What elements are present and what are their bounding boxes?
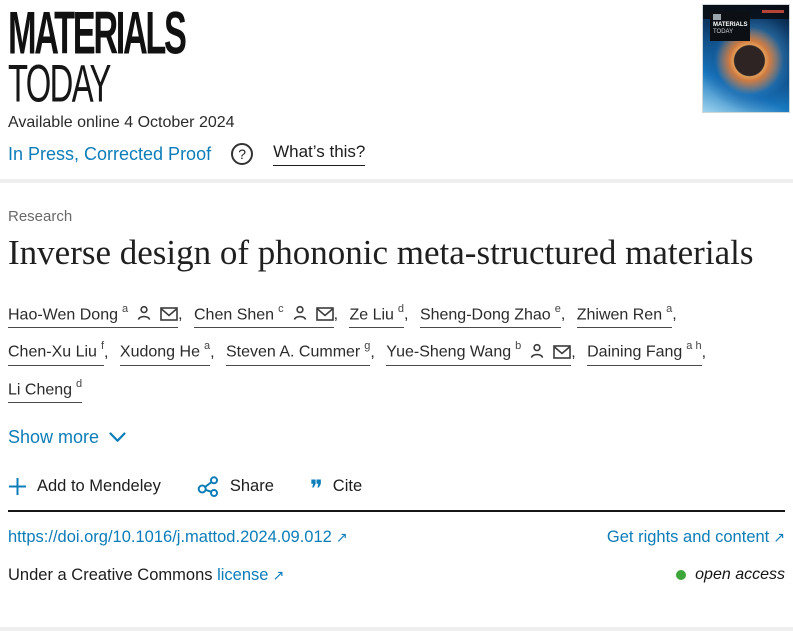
open-access-dot-icon [676,570,686,580]
plus-icon [8,477,27,496]
author-link[interactable]: Zhiwen Ren $^a$ [577,300,673,328]
envelope-icon[interactable] [316,307,334,321]
affiliation-sup: d [397,303,405,315]
open-access-badge [676,566,785,584]
affiliation-sup: d [76,377,83,390]
question-glyph: ? [238,146,246,162]
cite-label: Cite [332,476,363,495]
author-separator: , [560,306,570,324]
envelope-icon[interactable] [553,345,571,359]
divider-dark [8,510,785,512]
in-press-link[interactable]: In Press, Corrected Proof [8,143,212,164]
show-more-button[interactable] [8,427,126,448]
cover-title-line1: MATERIALS [713,22,748,28]
affiliation-sup: b [515,340,522,353]
author-link[interactable]: Daining Fang $^{a h}$ [587,337,701,365]
person-icon[interactable] [136,305,152,321]
author-line-3 [8,375,785,403]
status-row [8,142,365,166]
person-icon[interactable] [292,305,308,321]
open-access-label: open access [695,566,785,584]
cover-issue-info [762,10,784,13]
license-text: Under a Creative Commons license ↗ [8,565,285,584]
author-line-1 [8,300,785,328]
article-title: Inverse design of phononic meta-structured materials [8,233,754,272]
license-link[interactable]: license ↗ [217,565,285,584]
masthead [0,0,793,183]
share-icon [197,475,220,498]
affiliation-sup: a [203,340,211,353]
author-separator: , [701,343,707,361]
author-separator: , [672,306,677,324]
author-link[interactable]: Yue-Sheng Wang $^b$ [386,337,571,365]
author-link[interactable]: Xudong He $^a$ [120,337,210,365]
affiliation-sup: a [666,303,673,315]
author-line-2 [8,337,785,365]
affiliation-sup: a h [686,340,702,353]
cite-button[interactable] [309,475,363,504]
rights-and-content-link[interactable]: Get rights and content ↗ [606,527,785,546]
journal-cover-image[interactable] [702,4,790,113]
author-link[interactable]: Ze Liu $^d$ [349,300,404,328]
affiliation-sup: f [100,340,105,353]
author-list [8,300,785,403]
author-separator: , [404,306,413,324]
author-separator: , [178,306,187,324]
author-separator: , [571,343,581,361]
affiliation-sup: a [121,303,129,315]
external-link-icon: ↗ [773,529,785,546]
envelope-icon[interactable] [160,307,178,321]
author-link[interactable]: Steven A. Cummer $^g$ [226,337,370,365]
divider-bottom [0,627,793,631]
author-separator: , [333,306,343,324]
add-to-mendeley-label: Add to Mendeley [37,476,161,495]
doi-link[interactable]: https://doi.org/10.1016/j.mattod.2024.09.012 ↗ [8,527,348,546]
journal-logo-line1: MATERIALS [8,0,185,68]
person-icon[interactable] [529,343,545,359]
affiliation-sup: c [278,303,284,315]
doi-row [8,528,785,547]
external-link-icon: ↗ [272,567,285,584]
add-to-mendeley-button[interactable] [8,477,161,496]
journal-logo-line2: TODAY [8,55,110,114]
author-separator: , [370,343,380,361]
show-more-label: Show more [8,426,100,447]
elsevier-mark-icon [713,14,721,20]
author-separator: , [104,343,113,361]
divider-top [0,179,793,183]
author-link[interactable]: Sheng-Dong Zhao $^e$ [420,300,561,328]
chevron-down-icon [109,432,126,443]
affiliation-sup: g [364,340,371,353]
share-label: Share [229,476,274,495]
whats-this-link[interactable]: What’s this? [273,142,365,166]
available-online-date: Available online 4 October 2024 [8,114,235,131]
author-separator: , [210,343,219,361]
license-row [8,566,785,585]
cover-title-line2: TODAY [713,29,734,35]
cover-logo [710,11,750,41]
author-link[interactable]: Li Cheng $^d$ [8,375,82,403]
external-link-icon: ↗ [335,529,348,546]
quote-icon: ❞ [309,475,323,504]
share-button[interactable] [197,475,274,498]
affiliation-sup: e [554,303,561,315]
action-bar [8,475,785,504]
question-circle-icon[interactable] [231,143,253,165]
author-link[interactable]: Hao-Wen Dong $^a$ [8,300,178,328]
article-category: Research [8,208,73,225]
author-link[interactable]: Chen Shen $^c$ [194,300,334,328]
author-link[interactable]: Chen-Xu Liu $^f$ [8,337,104,365]
